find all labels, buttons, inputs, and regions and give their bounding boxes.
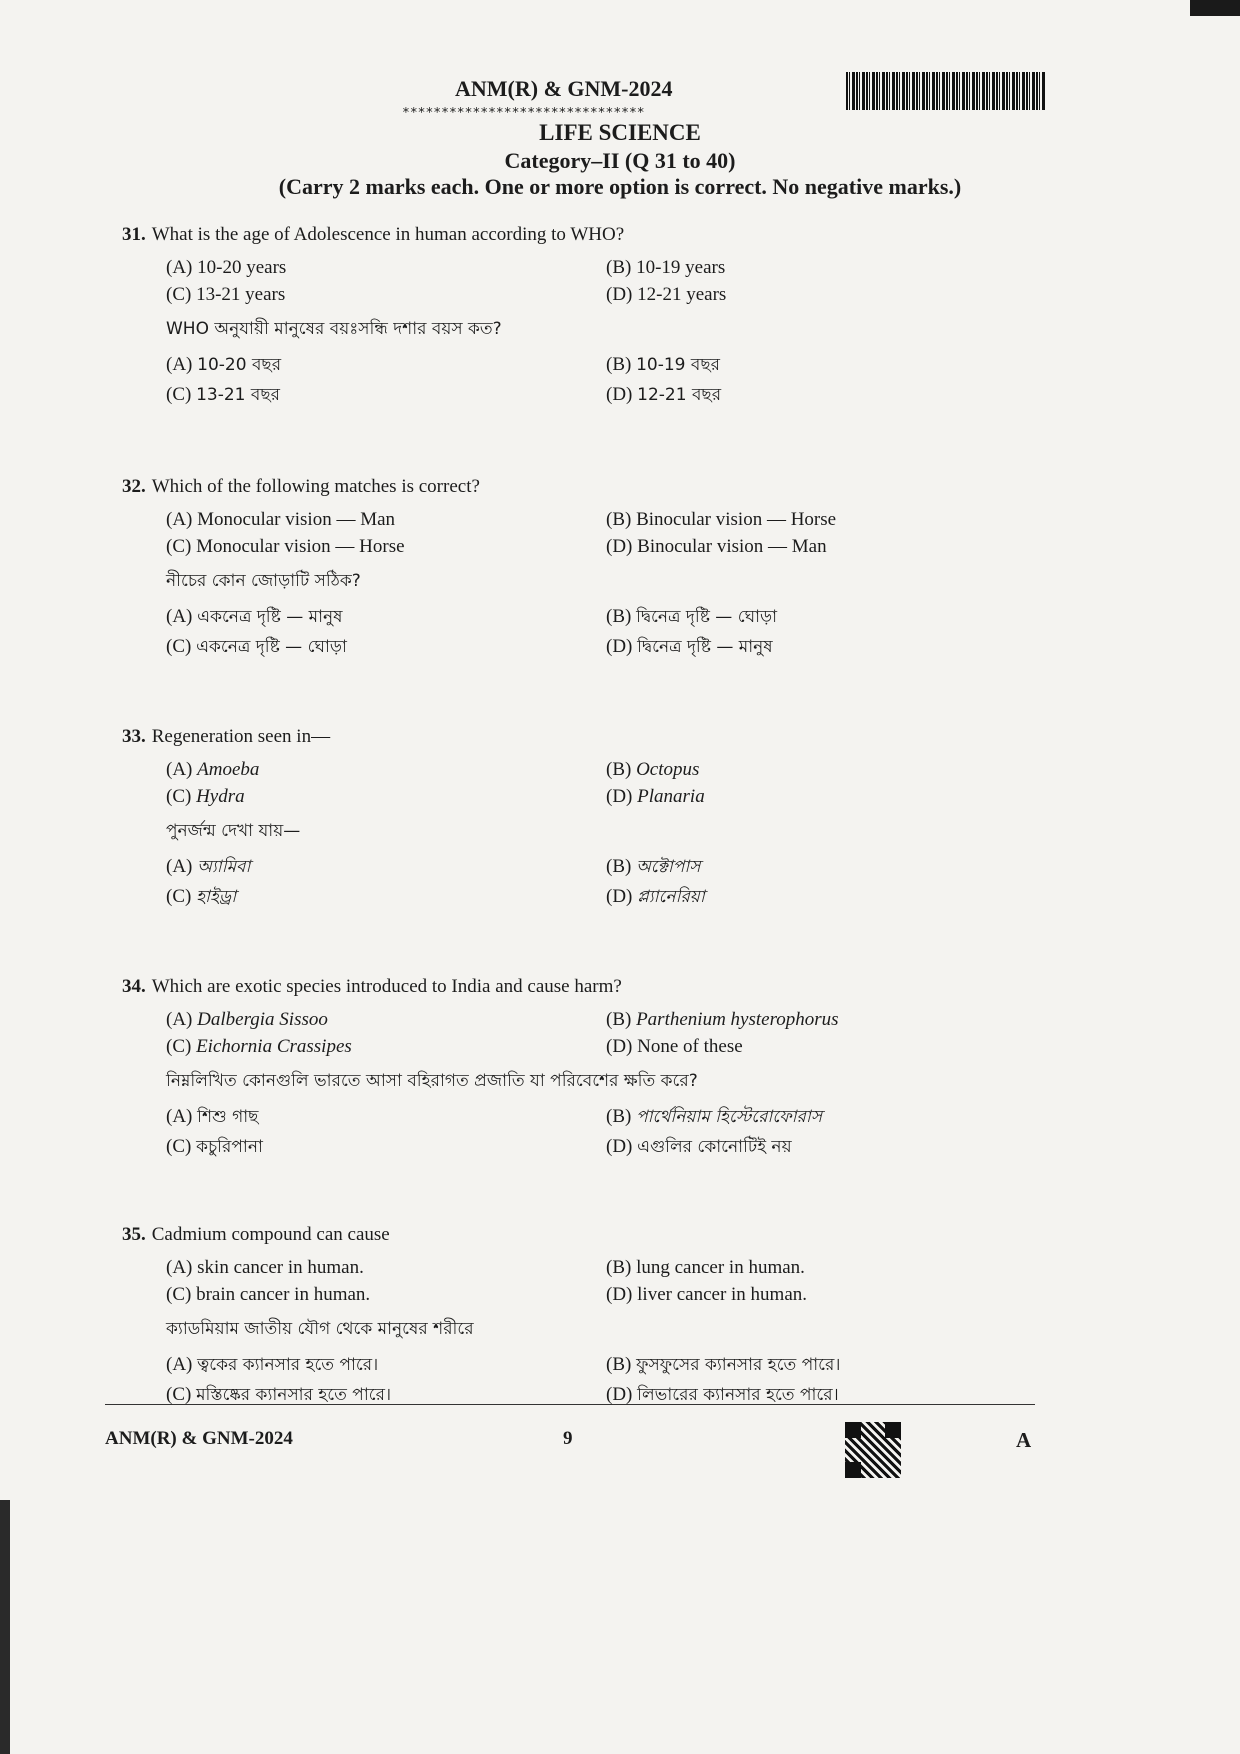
option-d-bengali: (D) লিভারের ক্যানসার হতে পারে। <box>606 1384 839 1405</box>
option-b: (B) Binocular vision — Horse <box>606 509 837 530</box>
option-c-bengali: (C) কচুরিপানা <box>166 1136 263 1157</box>
question-31 <box>122 222 1042 410</box>
option-a: (A) Amoeba <box>166 759 260 780</box>
option-c: (C) brain cancer in human. <box>166 1284 371 1305</box>
option-b: (B) 10-19 years <box>606 257 726 278</box>
option-b-bengali: (B) পার্থেনিয়াম হিস্টেরোফোরাস <box>606 1106 823 1127</box>
option-a-bengali: (A) ত্বকের ক্যানসার হতে পারে। <box>166 1354 379 1375</box>
option-a-bengali: (A) 10-20 বছর <box>166 354 282 375</box>
option-a-bengali: (A) অ্যামিবা <box>166 856 251 877</box>
footer-exam-title: ANM(R) & GNM-2024 <box>105 1428 293 1449</box>
option-b-bengali: (B) অক্টোপাস <box>606 856 701 877</box>
question-set-label: A <box>1016 1428 1032 1452</box>
question-32 <box>122 474 1042 662</box>
option-a: (A) Dalbergia Sissoo <box>166 1009 328 1030</box>
option-b: (B) Octopus <box>606 759 700 780</box>
question-text-bengali: নিম্নলিখিত কোনগুলি ভারতে আসা বহিরাগত প্রজাতি যা পরিবেশের ক্ষতি করে? <box>166 1071 698 1091</box>
barcode-icon <box>846 72 1046 110</box>
star-divider: ∗∗∗∗∗∗∗∗∗∗∗∗∗∗∗∗∗∗∗∗∗∗∗∗∗∗∗∗∗∗∗ <box>402 103 645 118</box>
option-d: (D) Binocular vision — Man <box>606 536 827 557</box>
page-edge-shadow <box>0 1500 10 1754</box>
option-a-bengali: (A) একনেত্র দৃষ্টি — মানুষ <box>166 606 343 627</box>
option-c-bengali: (C) মস্তিষ্কের ক্যানসার হতে পারে। <box>166 1384 392 1405</box>
question-text: What is the age of Adolescence in human according to WHO? <box>151 224 625 245</box>
question-text: Regeneration seen in— <box>151 726 331 747</box>
option-b: (B) lung cancer in human. <box>606 1257 805 1278</box>
option-c: (C) Hydra <box>166 786 245 807</box>
option-c-bengali: (C) একনেত্র দৃষ্টি — ঘোড়া <box>166 636 347 657</box>
question-text: Which are exotic species introduced to India and cause harm? <box>151 976 622 997</box>
page-number: 9 <box>563 1428 573 1449</box>
question-number: 31. <box>122 224 146 245</box>
category-title: Category–II (Q 31 to 40) <box>504 148 736 173</box>
option-d: (D) liver cancer in human. <box>606 1284 808 1305</box>
qr-code-icon <box>843 1420 903 1480</box>
question-text-bengali: পুনর্জন্ম দেখা যায়— <box>166 821 301 841</box>
option-a: (A) 10-20 years <box>166 257 287 278</box>
question-number: 34. <box>122 976 146 997</box>
option-d-bengali: (D) দ্বিনেত্র দৃষ্টি — মানুষ <box>606 636 773 657</box>
footer-divider <box>105 1404 1035 1405</box>
question-text: Cadmium compound can cause <box>151 1224 390 1245</box>
option-b-bengali: (B) দ্বিনেত্র দৃষ্টি — ঘোড়া <box>606 606 778 627</box>
option-c: (C) 13-21 years <box>166 284 286 305</box>
option-b: (B) Parthenium hysterophorus <box>606 1009 839 1030</box>
option-d-bengali: (D) এগুলির কোনোটিই নয় <box>606 1136 792 1157</box>
option-d: (D) Planaria <box>606 786 705 807</box>
option-c: (C) Monocular vision — Horse <box>166 536 405 557</box>
option-b-bengali: (B) ফুসফুসের ক্যানসার হতে পারে। <box>606 1354 841 1375</box>
option-d: (D) None of these <box>606 1036 743 1057</box>
question-text-bengali: নীচের কোন জোড়াটি সঠিক? <box>166 571 361 591</box>
option-c: (C) Eichornia Crassipes <box>166 1036 352 1057</box>
option-d-bengali: (D) 12-21 বছর <box>606 384 722 405</box>
question-number: 32. <box>122 476 146 497</box>
question-33 <box>122 724 1042 912</box>
option-a: (A) Monocular vision — Man <box>166 509 396 530</box>
marking-instruction: (Carry 2 marks each. One or more option is correct. No negative marks.) <box>278 174 962 199</box>
option-c-bengali: (C) হাইড্রা <box>166 886 237 907</box>
option-a: (A) skin cancer in human. <box>166 1257 364 1278</box>
option-d: (D) 12-21 years <box>606 284 727 305</box>
page-edge-shadow <box>1190 0 1240 16</box>
question-number: 35. <box>122 1224 146 1245</box>
question-35 <box>122 1222 1042 1410</box>
question-34 <box>122 974 1042 1162</box>
option-a-bengali: (A) শিশু গাছ <box>166 1106 259 1127</box>
question-text: Which of the following matches is correct? <box>151 476 480 497</box>
option-d-bengali: (D) প্ল্যানেরিয়া <box>606 886 705 907</box>
question-text-bengali: WHO অনুযায়ী মানুষের বয়ঃসন্ধি দশার বয়স কত? <box>166 319 502 339</box>
question-number: 33. <box>122 726 146 747</box>
question-text-bengali: ক্যাডমিয়াম জাতীয় যৌগ থেকে মানুষের শরীরে <box>166 1319 474 1339</box>
subject-title: LIFE SCIENCE <box>539 120 701 145</box>
exam-title: ANM(R) & GNM-2024 <box>455 76 673 101</box>
option-c-bengali: (C) 13-21 বছর <box>166 384 280 405</box>
option-b-bengali: (B) 10-19 বছর <box>606 354 720 375</box>
